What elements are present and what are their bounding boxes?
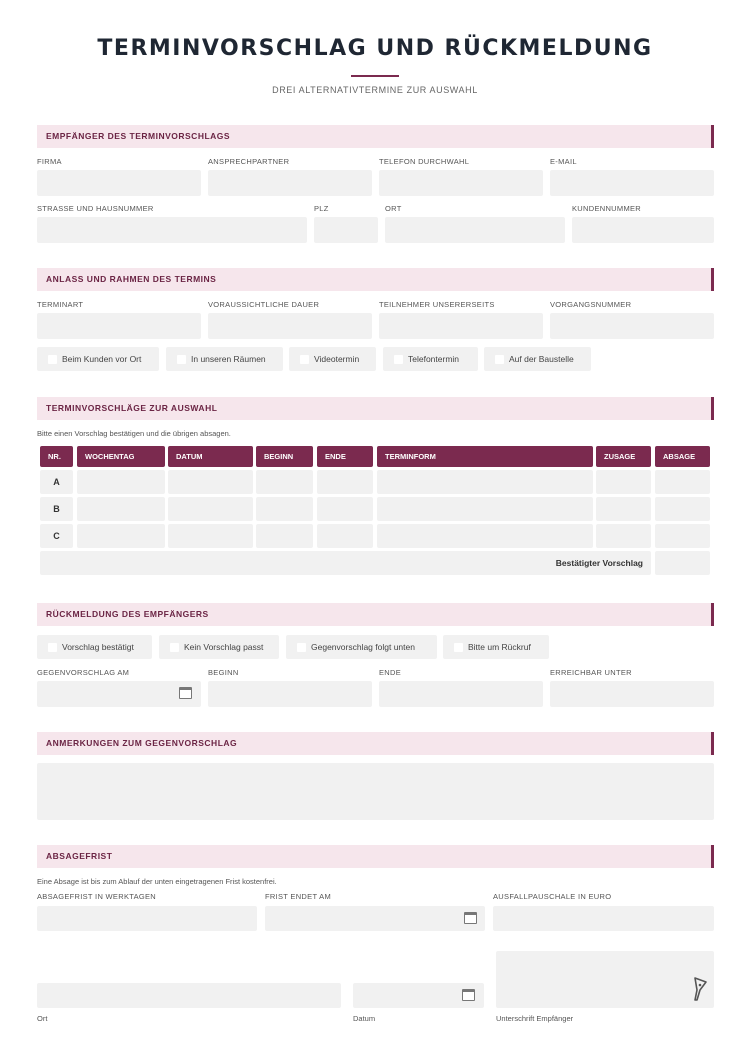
col-header-wochentag: WOCHENTAG: [77, 446, 165, 467]
row-c-wochentag[interactable]: [77, 524, 165, 548]
label-teilnehmer: TEILNEHMER UNSERERSEITS: [379, 300, 495, 309]
checkbox-box[interactable]: [495, 355, 504, 364]
checkbox-baustelle[interactable]: [484, 347, 591, 371]
pen-nib-icon: [692, 976, 708, 1002]
row-c-zusage[interactable]: [596, 524, 651, 548]
label-terminart: TERMINART: [37, 300, 84, 309]
checkbox-label: Videotermin: [314, 354, 360, 364]
calendar-icon[interactable]: [462, 989, 475, 1001]
checkbox-videotermin[interactable]: [289, 347, 376, 371]
firma-field[interactable]: [37, 170, 201, 196]
row-b-datum[interactable]: [168, 497, 253, 521]
ausfallpauschale-field[interactable]: [493, 906, 714, 931]
label-telefon: TELEFON DURCHWAHL: [379, 157, 470, 166]
label-strasse: STRASSE UND HAUSNUMMER: [37, 204, 154, 213]
label-email: E-MAIL: [550, 157, 577, 166]
checkbox-box[interactable]: [454, 643, 463, 652]
section-header-occasion: ANLASS UND RAHMEN DES TERMINS: [37, 268, 714, 291]
row-b-ende[interactable]: [317, 497, 373, 521]
checkbox-rueckruf[interactable]: [443, 635, 549, 659]
row-a-wochentag[interactable]: [77, 470, 165, 494]
label-firma: FIRMA: [37, 157, 62, 166]
ansprechpartner-field[interactable]: [208, 170, 372, 196]
checkbox-label: Vorschlag bestätigt: [62, 642, 134, 652]
signature-field[interactable]: [496, 951, 714, 1008]
calendar-icon[interactable]: [464, 912, 477, 924]
row-c-terminform[interactable]: [377, 524, 593, 548]
teilnehmer-field[interactable]: [379, 313, 543, 339]
checkbox-gegenvorschlag[interactable]: [286, 635, 437, 659]
row-label-a: A: [40, 470, 73, 494]
kundennummer-field[interactable]: [572, 217, 714, 243]
proposals-hint: Bitte einen Vorschlag bestätigen und die übrigen absagen.: [37, 429, 231, 438]
label-dauer: VORAUSSICHTLICHE DAUER: [208, 300, 320, 309]
row-a-absage[interactable]: [655, 470, 710, 494]
label-ende: ENDE: [379, 668, 402, 677]
confirmed-proposal-label: Bestätigter Vorschlag: [40, 551, 651, 575]
checkbox-vorschlag-bestaetigt[interactable]: [37, 635, 152, 659]
absagefrist-field[interactable]: [37, 906, 257, 931]
label-erreichbar: ERREICHBAR UNTER: [550, 668, 632, 677]
remarks-textarea[interactable]: [37, 763, 714, 820]
checkbox-box[interactable]: [177, 355, 186, 364]
row-a-zusage[interactable]: [596, 470, 651, 494]
checkbox-kein-vorschlag[interactable]: [159, 635, 279, 659]
label-beginn: BEGINN: [208, 668, 239, 677]
checkbox-box[interactable]: [48, 643, 57, 652]
row-a-ende[interactable]: [317, 470, 373, 494]
erreichbar-field[interactable]: [550, 681, 714, 707]
row-b-zusage[interactable]: [596, 497, 651, 521]
place-label: Ort: [37, 1014, 48, 1023]
checkbox-box[interactable]: [297, 643, 306, 652]
row-label-c: C: [40, 524, 73, 548]
checkbox-box[interactable]: [394, 355, 403, 364]
label-kundennummer: KUNDENNUMMER: [572, 204, 642, 213]
col-header-nr: NR.: [40, 446, 73, 467]
title-divider: [351, 75, 399, 77]
row-c-beginn[interactable]: [256, 524, 313, 548]
col-header-datum: DATUM: [168, 446, 253, 467]
email-field[interactable]: [550, 170, 714, 196]
vorgangsnummer-field[interactable]: [550, 313, 714, 339]
checkbox-label: Telefontermin: [408, 354, 460, 364]
date-label: Datum: [353, 1014, 376, 1023]
row-b-terminform[interactable]: [377, 497, 593, 521]
plz-field[interactable]: [314, 217, 378, 243]
row-c-datum[interactable]: [168, 524, 253, 548]
label-ort: ORT: [385, 204, 402, 213]
page-subtitle: DREI ALTERNATIVTERMINE ZUR AUSWAHL: [272, 85, 478, 95]
gegenvorschlag-beginn-field[interactable]: [208, 681, 372, 707]
label-frist-endet: FRIST ENDET AM: [265, 892, 332, 901]
checkbox-label: Auf der Baustelle: [509, 354, 574, 364]
label-vorgangsnummer: VORGANGSNUMMER: [550, 300, 632, 309]
checkbox-label: Kein Vorschlag passt: [184, 642, 264, 652]
row-c-ende[interactable]: [317, 524, 373, 548]
col-header-absage: ABSAGE: [655, 446, 710, 467]
col-header-ende: ENDE: [317, 446, 373, 467]
section-header-cancellation: ABSAGEFRIST: [37, 845, 714, 868]
terminart-field[interactable]: [37, 313, 201, 339]
cancellation-hint: Eine Absage ist bis zum Ablauf der unten eingetragenen Frist kostenfrei.: [37, 877, 277, 886]
checkbox-box[interactable]: [300, 355, 309, 364]
section-header-proposals: TERMINVORSCHLÄGE ZUR AUSWAHL: [37, 397, 714, 420]
gegenvorschlag-ende-field[interactable]: [379, 681, 543, 707]
col-header-zusage: ZUSAGE: [596, 446, 651, 467]
label-ansprechpartner: ANSPRECHPARTNER: [208, 157, 290, 166]
page-title: TERMINVORSCHLAG UND RÜCKMELDUNG: [97, 36, 653, 61]
row-a-beginn[interactable]: [256, 470, 313, 494]
row-a-terminform[interactable]: [377, 470, 593, 494]
section-header-recipient: EMPFÄNGER DES TERMINVORSCHLAGS: [37, 125, 714, 148]
row-c-absage[interactable]: [655, 524, 710, 548]
checkbox-box[interactable]: [170, 643, 179, 652]
row-b-beginn[interactable]: [256, 497, 313, 521]
section-header-remarks: ANMERKUNGEN ZUM GEGENVORSCHLAG: [37, 732, 714, 755]
section-header-response: RÜCKMELDUNG DES EMPFÄNGERS: [37, 603, 714, 626]
label-absagefrist: ABSAGEFRIST IN WERKTAGEN: [37, 892, 157, 901]
checkbox-box[interactable]: [48, 355, 57, 364]
checkbox-label: Beim Kunden vor Ort: [62, 354, 142, 364]
label-ausfallpauschale: AUSFALLPAUSCHALE IN EURO: [493, 892, 612, 901]
label-plz: PLZ: [314, 204, 329, 213]
label-gegenvorschlag-am: GEGENVORSCHLAG AM: [37, 668, 130, 677]
col-header-terminform: TERMINFORM: [377, 446, 593, 467]
checkbox-label: Gegenvorschlag folgt unten: [311, 642, 415, 652]
confirmed-proposal-field[interactable]: [655, 551, 710, 575]
row-b-wochentag[interactable]: [77, 497, 165, 521]
signature-label: Unterschrift Empfänger: [496, 1014, 574, 1023]
checkbox-vor-ort[interactable]: [37, 347, 159, 371]
calendar-icon[interactable]: [179, 687, 192, 699]
strasse-field[interactable]: [37, 217, 307, 243]
ort-field[interactable]: [385, 217, 565, 243]
row-label-b: B: [40, 497, 73, 521]
checkbox-telefontermin[interactable]: [383, 347, 478, 371]
row-a-datum[interactable]: [168, 470, 253, 494]
frist-endet-field[interactable]: [265, 906, 485, 931]
dauer-field[interactable]: [208, 313, 372, 339]
col-header-beginn: BEGINN: [256, 446, 313, 467]
checkbox-label: In unseren Räumen: [191, 354, 266, 364]
gegenvorschlag-date-field[interactable]: [37, 681, 201, 707]
telefon-field[interactable]: [379, 170, 543, 196]
place-field[interactable]: [37, 983, 341, 1008]
checkbox-label: Bitte um Rückruf: [468, 642, 531, 652]
row-b-absage[interactable]: [655, 497, 710, 521]
checkbox-unsere-raeume[interactable]: [166, 347, 283, 371]
